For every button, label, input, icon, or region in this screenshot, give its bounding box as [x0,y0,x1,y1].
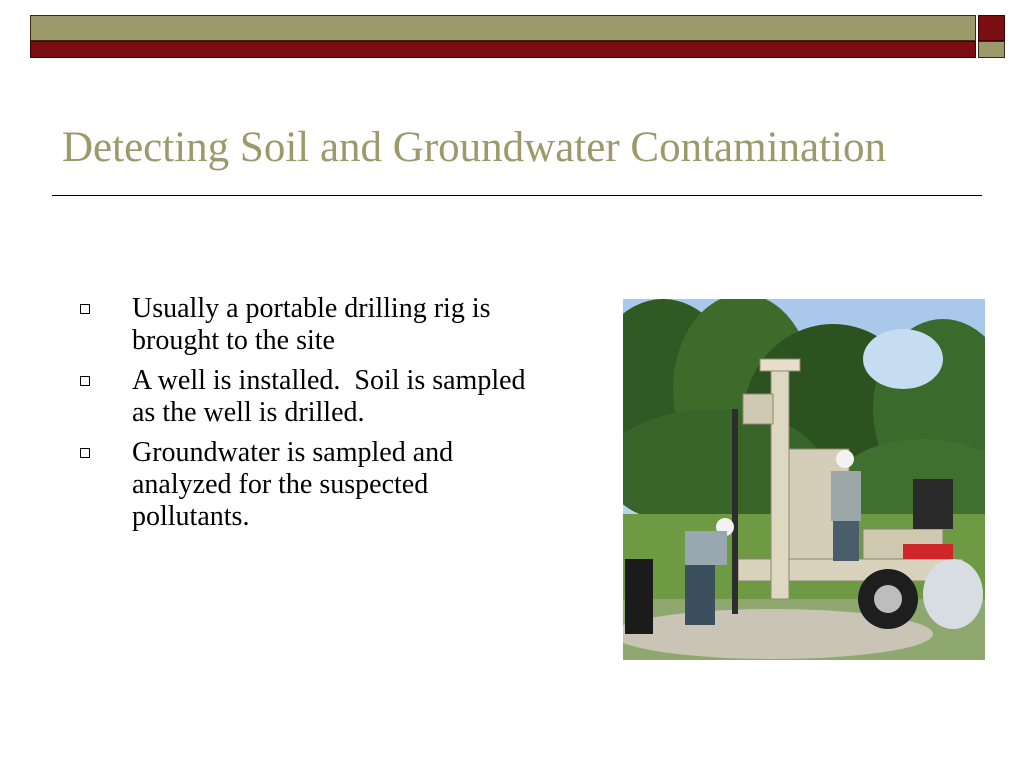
bullet-item [80,365,550,429]
bullet-text: Usually a portable drilling rig is brought to the site [132,293,491,356]
hollow-square-bullet-icon [80,304,90,314]
banner-olive-bar [30,15,976,41]
bullet-list [80,293,550,541]
bullet-item [80,293,550,357]
hollow-square-bullet-icon [80,376,90,386]
drilling-rig-photo [623,299,985,660]
bullet-text: Groundwater is sampled and analyzed for the suspected pollutants. [132,437,454,532]
header-banner [30,15,1005,59]
drilling-rig-illustration [623,299,985,660]
bullet-text: A well is installed. Soil is sampled as the well is drilled. [132,365,533,428]
bullet-item [80,437,550,533]
banner-maroon-bar [30,41,976,58]
banner-corner-square-bottom [978,41,1005,58]
slide-title: Detecting Soil and Groundwater Contamination [62,124,886,171]
hollow-square-bullet-icon [80,448,90,458]
title-divider [52,195,982,196]
banner-corner-square-top [978,15,1005,41]
